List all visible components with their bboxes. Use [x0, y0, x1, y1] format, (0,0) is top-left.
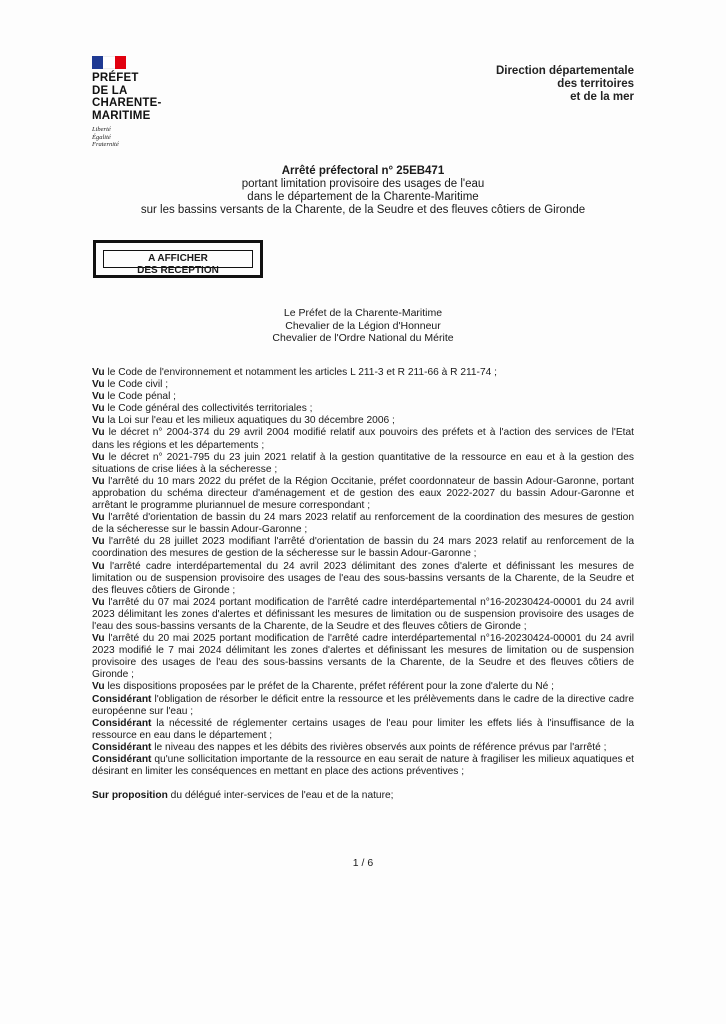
logo-title: [92, 72, 192, 122]
visa-paragraph: [92, 536, 634, 560]
proposition-paragraph: [92, 790, 634, 802]
visa-text: l'arrêté du 10 mars 2022 du préfet de la Région Occitanie, préfet coordonnateur de bassin Adour-Garonne, portant approbation du schéma directeur d'aménagement et de gestion des eaux 2022-2027 du bassin Adour-Garonne et arrêtant le programme pluriannuel de mesure correspondant ;: [92, 475, 634, 512]
french-flag-icon: [92, 56, 126, 69]
visa-paragraph: [92, 754, 634, 778]
motto: [92, 126, 192, 149]
visa-keyword: Vu: [92, 536, 105, 548]
direction-line: et de la mer: [570, 91, 634, 103]
motto-line: Fraternité: [92, 141, 119, 148]
visa-paragraph: [92, 742, 634, 754]
visa-keyword: Vu: [92, 560, 105, 572]
visa-paragraph: [92, 681, 634, 693]
visa-text: le décret n° 2004-374 du 29 avril 2004 modifié relatif aux pouvoirs des préfets et à l'action des services de l'Etat dans les régions et les départements ;: [92, 427, 634, 451]
visa-keyword: Considérant: [92, 717, 152, 729]
visa-text: la Loi sur l'eau et les milieux aquatiques du 30 décembre 2006 ;: [104, 415, 395, 427]
page-number: 1 / 6: [352, 857, 374, 869]
visa-paragraph: [92, 694, 634, 718]
visa-keyword: Considérant: [92, 693, 152, 705]
visa-paragraph: [92, 476, 634, 512]
visa-keyword: Vu: [92, 427, 105, 439]
logo-line: DE LA: [92, 84, 128, 97]
direction-line: Direction départementale: [495, 65, 634, 77]
logo-line: MARITIME: [92, 109, 151, 122]
visa-keyword: Vu: [92, 596, 105, 608]
visa-paragraph: [92, 415, 634, 427]
display-notice-box: [93, 240, 263, 278]
proposition-keyword: Sur proposition: [92, 790, 168, 802]
visa-keyword: Vu: [92, 512, 105, 524]
title-line: portant limitation provisoire des usages de l'eau: [241, 178, 485, 190]
visas-body: [92, 367, 634, 802]
visa-keyword: Vu: [92, 415, 105, 427]
visa-paragraph: [92, 561, 634, 597]
title-line: sur les bassins versants de la Charente, de la Seudre et des fleuves côtiers de Gironde: [140, 204, 586, 216]
visa-paragraph: [92, 367, 634, 379]
visa-paragraph: [92, 633, 634, 681]
visas-list: [92, 367, 634, 778]
logo-line: CHARENTE-: [92, 97, 162, 109]
visa-text: l'arrêté cadre interdépartemental du 24 avril 2023 délimitant des zones d'alerte et définissant les mesures de limitation ou de suspension provisoire des usages de l'eau des sous-bassins versants de la Charente, de la Seudre et des fleuves côtiers de Gironde ;: [92, 560, 634, 596]
prefect-line: Chevalier de l'Ordre National du Mérite: [272, 332, 454, 344]
visa-keyword: Vu: [92, 367, 105, 378]
prefect-titles: [60, 307, 666, 345]
prefecture-logo: [92, 56, 192, 149]
visa-keyword: Vu: [92, 391, 105, 403]
proposition-text: du délégué inter-services de l'eau et de la nature;: [167, 790, 394, 802]
direction-line: des territoires: [557, 78, 634, 90]
logo-line: PRÉFET: [92, 72, 139, 84]
visa-text: le Code pénal ;: [104, 391, 177, 403]
motto-line: Liberté: [92, 126, 111, 133]
visa-text: les dispositions proposées par le préfet de la Charente, préfet référent pour la zone d'alerte du Né ;: [104, 681, 554, 693]
notice-line: A AFFICHER: [148, 253, 208, 264]
visa-text: l'arrêté d'orientation de bassin du 24 mars 2023 relatif au renforcement de la coordination des mesures de gestion de la sécheresse sur le bassin Adour-Garonne ;: [92, 512, 634, 536]
motto-line: Égalité: [92, 133, 111, 141]
visa-text: le Code de l'environnement et notamment les articles L 211-3 et R 211-66 à R 211-74 ;: [104, 367, 497, 378]
prefect-line: Le Préfet de la Charente-Maritime: [283, 307, 443, 319]
title-line: dans le département de la Charente-Maritime: [247, 191, 479, 203]
visa-text: le décret n° 2021-795 du 23 juin 2021 relatif à la gestion quantitative de la ressource en eau et à la gestion des situations de crise liées à la sécheresse ;: [92, 451, 634, 475]
visa-paragraph: [92, 718, 634, 742]
prefect-line: Chevalier de la Légion d'Honneur: [285, 319, 441, 332]
visa-paragraph: [92, 427, 634, 451]
visa-keyword: Vu: [92, 403, 105, 415]
notice-line: DES RECEPTION: [137, 265, 219, 276]
visa-paragraph: [92, 597, 634, 633]
visa-keyword: Vu: [92, 379, 105, 391]
visa-paragraph: [92, 379, 634, 391]
visa-text: la nécessité de réglementer certains usages de l'eau pour limiter les effets liés à l'insuffisance de la ressource en eau dans le département ;: [92, 717, 634, 741]
visa-paragraph: [92, 391, 634, 403]
visa-keyword: Vu: [92, 681, 105, 693]
visa-keyword: Considérant: [92, 741, 152, 753]
visa-text: l'obligation de résorber le déficit entre la ressource et les prélèvements dans le cadre de la directive cadre européenne sur l'eau ;: [92, 693, 634, 717]
direction-header: [434, 65, 634, 104]
visa-paragraph: [92, 403, 634, 415]
visa-text: le Code général des collectivités territoriales ;: [104, 403, 313, 415]
visa-text: le niveau des nappes et les débits des rivières observés aux points de référence prévus par l'arrêté ;: [151, 741, 607, 753]
visa-text: qu'une sollicitation importante de la ressource en eau serait de nature à fragiliser les milieux aquatiques et désirant en limiter les conséquences en mettant en place des actions préventives ;: [92, 754, 634, 778]
visa-text: le Code civil ;: [104, 379, 169, 391]
decree-title: [60, 165, 666, 217]
visa-text: l'arrêté du 20 mai 2025 portant modification de l'arrêté cadre interdépartemental n°16-20230424-00001 du 24 avril 2023 modifié le 7 mai 2024 délimitant les zones d'alertes et définissant les mesures de limitation ou de suspension provisoire des usages de l'eau des sous-bassins versants de la Charente, de la Seudre et des fleuves côtiers de Gironde ;: [92, 633, 634, 681]
visa-keyword: Vu: [92, 475, 105, 487]
visa-paragraph: [92, 452, 634, 476]
visa-keyword: Vu: [92, 451, 105, 463]
visa-text: l'arrêté du 28 juillet 2023 modifiant l'arrêté d'orientation de bassin du 24 mars 2023 relatif au renforcement de la coordination des mesures de gestion de la sécheresse sur le bassin Adour-Garonne ;: [92, 536, 634, 560]
decree-number: Arrêté préfectoral n° 25EB471: [281, 165, 445, 177]
visa-text: l'arrêté du 07 mai 2024 portant modification de l'arrêté cadre interdépartemental n°16-20230424-00001 du 24 avril 2023 délimitant les zones d'alertes et définissant les mesures de limitation ou de suspension provisoire des usages de l'eau des sous-bassins versants de la Charente, de la Seudre et des fleuves côtiers de Gironde ;: [92, 596, 634, 632]
visa-keyword: Vu: [92, 633, 105, 645]
visa-paragraph: [92, 512, 634, 536]
visa-keyword: Considérant: [92, 754, 152, 765]
